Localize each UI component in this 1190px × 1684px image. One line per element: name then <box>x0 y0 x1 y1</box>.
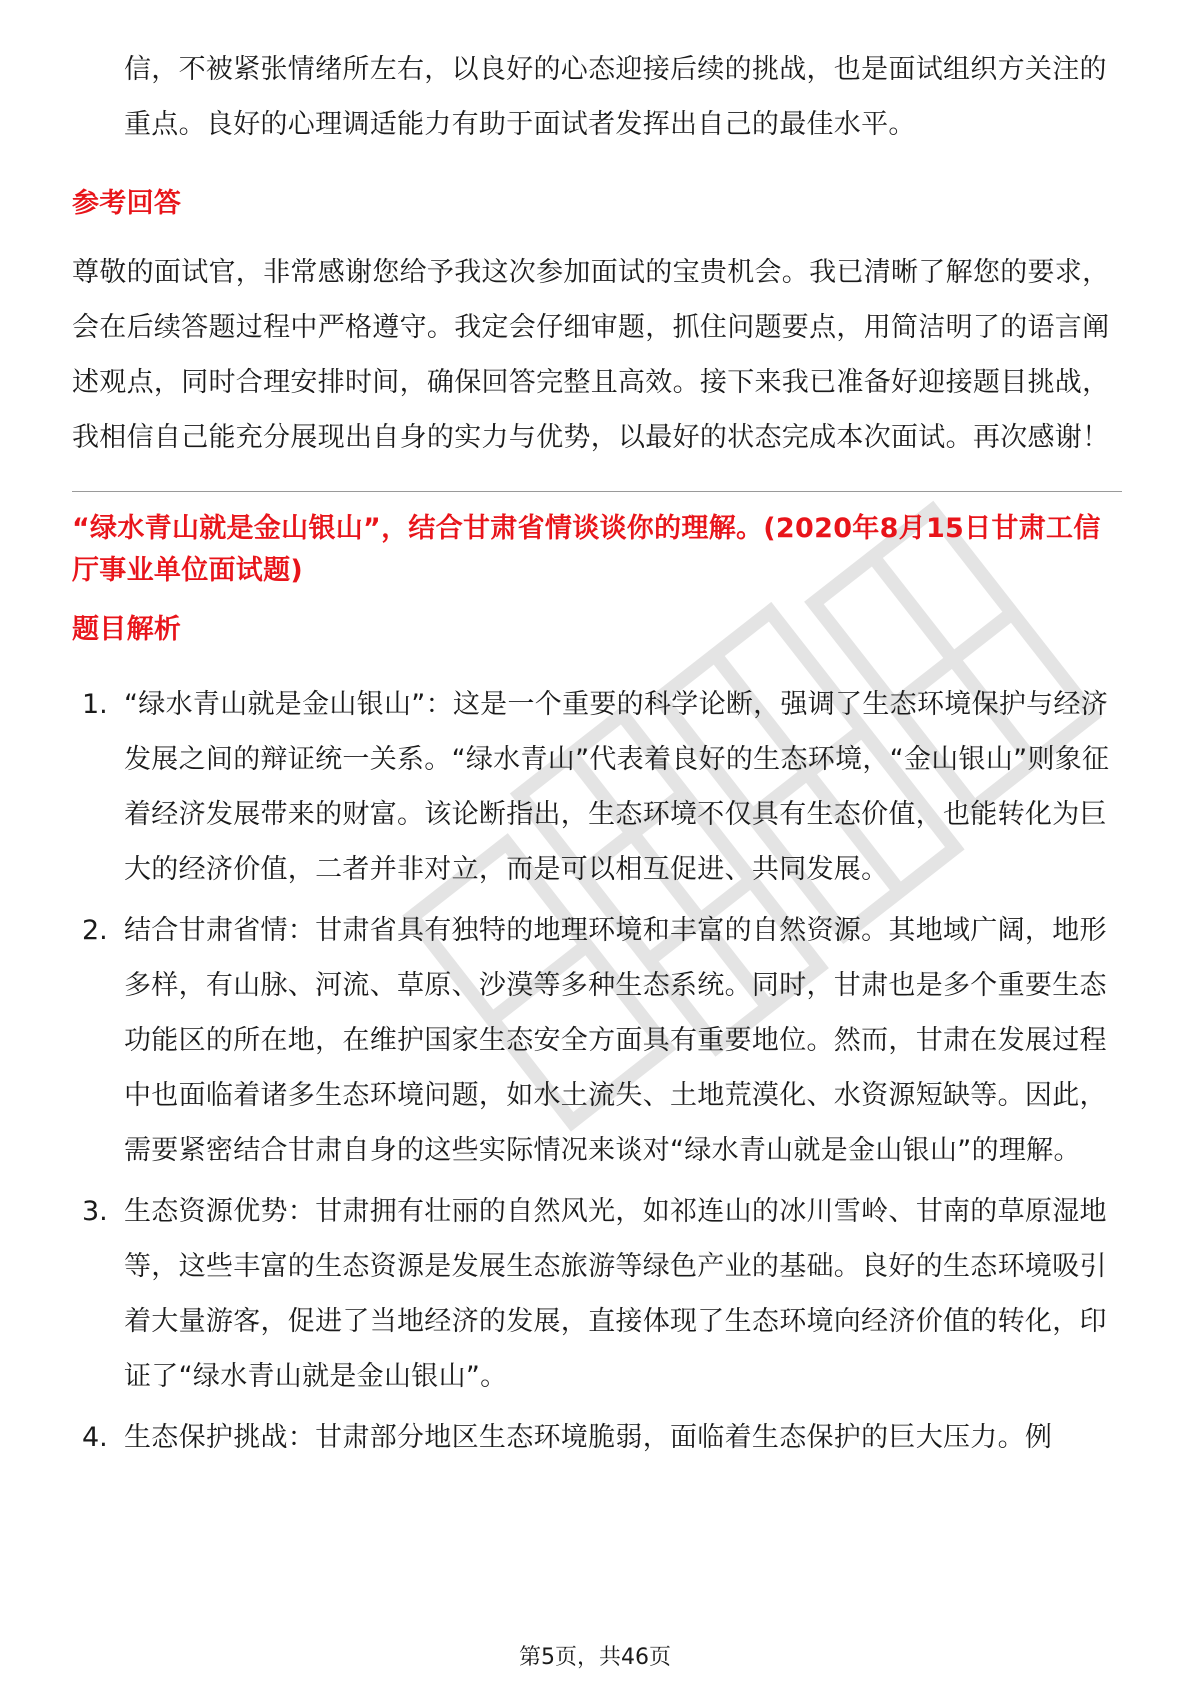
list-item <box>72 677 1122 897</box>
reference-answer-heading: 参考回答 <box>72 188 182 219</box>
intro-continuation-paragraph: 信，不被紧张情绪所左右，以良好的心态迎接后续的挑战，也是面试组织方关注的重点。良好的心理调适能力有助于面试者发挥出自己的最佳水平。 <box>124 54 1107 140</box>
list-item-text: 生态资源优势：甘肃拥有壮丽的自然风光，如祁连山的冰川雪岭、甘南的草原湿地等，这些丰富的生态资源是发展生态旅游等绿色产业的基础。良好的生态环境吸引着大量游客，促进了当地经济的发展，直接体现了生态环境向经济价值的转化，印证了“绿水青山就是金山银山”。 <box>124 1196 1107 1392</box>
list-item <box>72 1184 1122 1404</box>
list-item-number: 3. <box>82 1196 108 1227</box>
analysis-heading: 题目解析 <box>72 614 182 645</box>
list-item-text: “绿水青山就是金山银山”：这是一个重要的科学论断，强调了生态环境保护与经济发展之间的辩证统一关系。“绿水青山”代表着良好的生态环境，“金山银山”则象征着经济发展带来的财富。该论断指出，生态环境不仅具有生态价值，也能转化为巨大的经济价值，二者并非对立，而是可以相互促进、共同发展。 <box>124 689 1110 885</box>
list-item-number: 2. <box>82 915 108 946</box>
question-title: “绿水青山就是金山银山”，结合甘肃省情谈谈你的理解。(2020年8月15日甘肃工信厅事业单位面试题) <box>72 513 1101 586</box>
list-item <box>72 903 1122 1178</box>
page-content <box>72 42 1122 1471</box>
list-item-number: 1. <box>82 689 108 720</box>
list-item-text: 结合甘肃省情：甘肃省具有独特的地理环境和丰富的自然资源。其地域广阔，地形多样，有山脉、河流、草原、沙漠等多种生态系统。同时，甘肃也是多个重要生态功能区的所在地，在维护国家生态安全方面具有重要地位。然而，甘肃在发展过程中也面临着诸多生态环境问题，如水土流失、土地荒漠化、水资源短缺等。因此，需要紧密结合甘肃自身的这些实际情况来谈对“绿水青山就是金山银山”的理解。 <box>124 915 1107 1166</box>
analysis-list <box>72 677 1122 1465</box>
section-divider <box>72 491 1122 492</box>
reference-answer-paragraph: 尊敬的面试官，非常感谢您给予我这次参加面试的宝贵机会。我已清晰了解您的要求，会在后续答题过程中严格遵守。我定会仔细审题，抓住问题要点，用简洁明了的语言阐述观点，同时合理安排时间，确保回答完整且高效。接下来我已准备好迎接题目挑战，我相信自己能充分展现出自身的实力与优势，以最好的状态完成本次面试。再次感谢！ <box>72 257 1110 453</box>
list-item <box>72 1410 1122 1465</box>
page-footer: 第5页，共46页 <box>519 1645 671 1670</box>
list-item-text: 生态保护挑战：甘肃部分地区生态环境脆弱，面临着生态保护的巨大压力。例 <box>124 1422 1053 1453</box>
list-item-number: 4. <box>82 1422 108 1453</box>
